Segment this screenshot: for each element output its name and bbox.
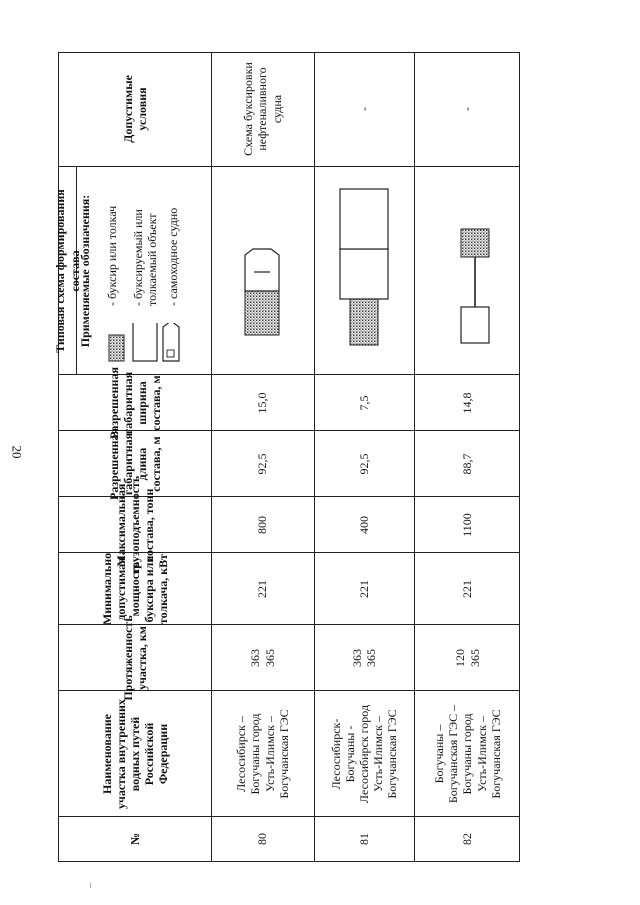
header-width-allowed: Разрешенная габаритная ширина состава, м xyxy=(106,367,164,439)
legend-item-tug: - буксир или толкач xyxy=(105,205,120,306)
towed-barge-icon xyxy=(133,323,157,361)
row-80-cargo: 800 xyxy=(255,516,270,534)
row-81-cargo: 400 xyxy=(356,516,371,534)
corner-mark: – xyxy=(85,883,96,888)
tug-hatched-icon xyxy=(245,291,279,335)
rotated-table-wrapper xyxy=(53,52,520,862)
row-80-width-allowed: 15,0 xyxy=(255,392,270,414)
header-scheme: Типовая схема формирования состава xyxy=(53,189,82,353)
row-80-conditions: Схема буксировки нефтеналивного судна xyxy=(241,62,284,156)
header-length-allowed: Разрешенная габаритная длина состава, м xyxy=(106,428,164,500)
header-length: Протяженность участка, км xyxy=(120,615,149,701)
header-cargo: Максимальная грузоподъемность состава, тонн xyxy=(113,475,157,575)
header-power: Минимально допустимая мощность буксира или толкача, кВт xyxy=(99,552,171,626)
row-80-scheme xyxy=(211,167,314,375)
row-82-length: 120 365 xyxy=(453,649,482,667)
row-80-length: 363 365 xyxy=(248,649,277,667)
row-82-width-allowed: 14,8 xyxy=(460,392,475,414)
row-81-name: Лесосибирск- Богучаны - Лесосибирск город Усть-Илимск – Богучанская ГЭС xyxy=(328,704,400,804)
row-81-width-allowed: 7,5 xyxy=(356,395,371,411)
row-82-length-allowed: 88,7 xyxy=(460,453,475,475)
row-82-power: 221 xyxy=(460,580,475,598)
page-number: 20 xyxy=(9,445,25,459)
row-80-name: Лесосибирск – Богучаны город Усть-Илимск – Богучанская ГЭС xyxy=(234,709,291,799)
row-82-conditions: - xyxy=(460,107,475,111)
legend-item-towed: - буксируемый или толкаемый объект xyxy=(130,209,159,306)
header-num: № xyxy=(127,832,142,846)
row-82-cargo: 1100 xyxy=(460,513,475,537)
row-80-num: 80 xyxy=(255,833,270,845)
row-82-scheme xyxy=(414,167,521,375)
row-80-power: 221 xyxy=(255,580,270,598)
legend-title: Применяемые обозначения: xyxy=(77,194,92,348)
row-81-length-allowed: 92,5 xyxy=(356,453,371,475)
towed-barge-icon xyxy=(340,249,388,299)
legend-item-self-propelled: - самоходное судно xyxy=(165,207,180,306)
routes-table xyxy=(53,52,520,862)
row-80-length-allowed: 92,5 xyxy=(255,453,270,475)
row-81-conditions: - xyxy=(356,107,371,111)
row-81-length: 363 365 xyxy=(349,649,378,667)
tug-hatched-icon xyxy=(350,299,378,345)
row-82-name: Богучаны – Богучанская ГЭС – Богучаны город Усть-Илимск – Богучанская ГЭС xyxy=(432,704,503,804)
towed-barge-icon xyxy=(340,189,388,249)
row-82-num: 82 xyxy=(460,833,475,845)
tug-hatched-icon xyxy=(109,335,124,361)
header-name: Наименование участка внутренних водных путей Российской Федерации xyxy=(99,699,171,809)
row-81-num: 81 xyxy=(356,833,371,845)
self-propelled-ship-icon xyxy=(245,249,279,291)
row-81-power: 221 xyxy=(356,580,371,598)
row-81-scheme xyxy=(314,167,414,375)
towed-barge-icon xyxy=(461,307,489,343)
header-conditions: Допустимые условия xyxy=(120,75,149,143)
tug-hatched-icon xyxy=(461,229,489,257)
legend-icons xyxy=(101,323,201,365)
